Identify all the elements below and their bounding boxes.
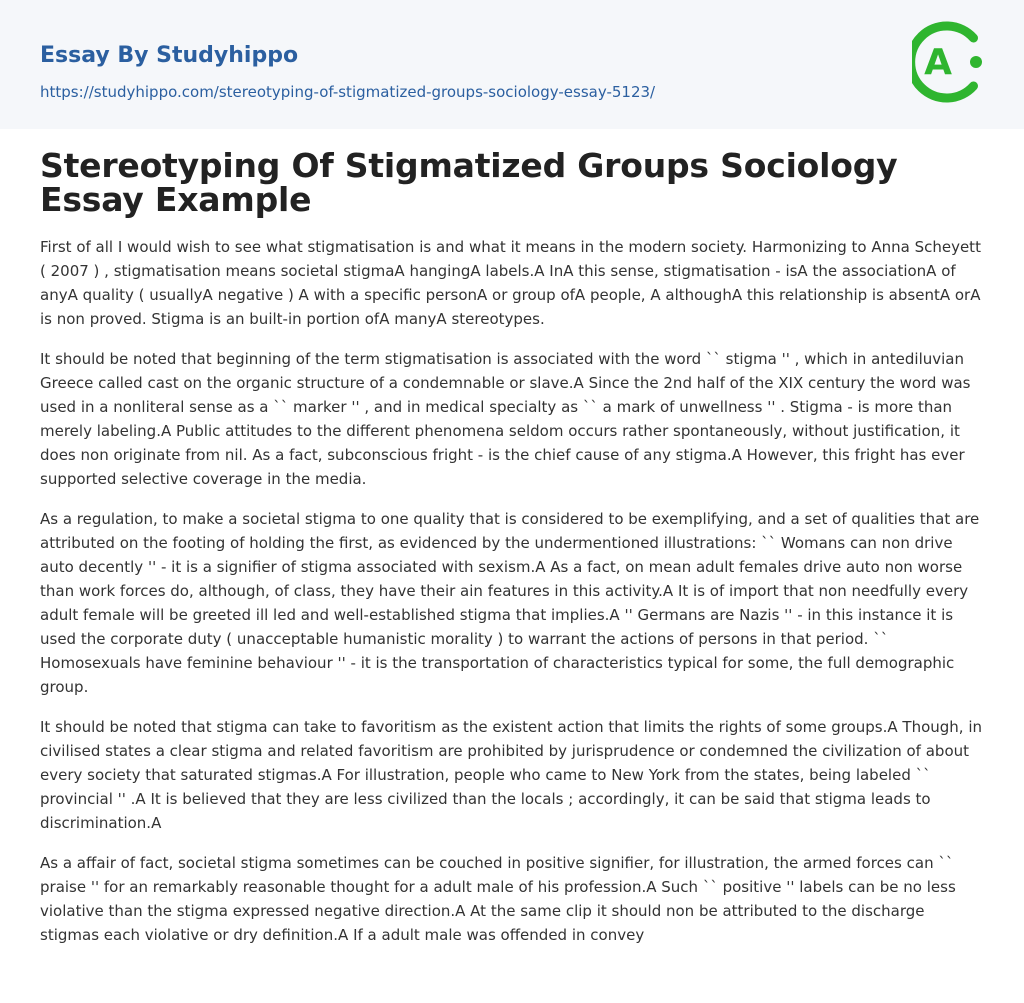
essay-paragraph: First of all I would wish to see what stigmatisation is and what it means in the modern society. Harmonizing to Anna Scheyett ( 2007 ) , stigmatisation means societal stigmaA hangingA labels.A InA this sense, stigmatisation - isA the associationA of anyA quality ( usuallyA negative ) A with a specific personA or group ofA people, A althoughA this relationship is absentA orA is non proved. Stigma is an built-in portion ofA manyA stereotypes. bbox=[40, 238, 981, 328]
essay-paragraph: As a affair of fact, societal stigma sometimes can be couched in positive signifier, for illustration, the armed forces can `` praise '' for an remarkably reasonable thought for a adult male of his profession.A Such `` positive '' labels can be no less violative than the stigma expressed negative direction.A At the same clip it should non be attributed to the discharge stigmas each violative or dry definition.A If a adult male was offended in convey bbox=[40, 854, 956, 944]
essay-content bbox=[0, 129, 1024, 947]
logo-letter: A bbox=[924, 42, 952, 83]
essay-url-link[interactable]: https://studyhippo.com/stereotyping-of-stigmatized-groups-sociology-essay-5123/ bbox=[40, 83, 656, 101]
essay-paragraph: It should be noted that stigma can take to favoritism as the existent action that limits the rights of some groups.A Though, in civilised states a clear stigma and related favoritism are prohibited by jurisprudence or condemned the civilization of about every society that saturated stigmas.A For illustration, people who came to New York from the states, being labeled `` provincial '' .A It is believed that they are less civilized than the locals ; accordingly, it can be said that stigma leads to discrimination.A bbox=[40, 718, 982, 832]
essay-paragraph: As a regulation, to make a societal stigma to one quality that is considered to be exemplifying, and a set of qualities that are attributed on the footing of holding the first, as evidenced by the undermentioned illustrations: `` Womans can non drive auto decently '' - it is a signifier of stigma associated with sexism.A As a fact, on mean adult females drive auto non worse than work forces do, although, of class, they have their ain features in this activity.A It is of import that non needfully every adult female will be greeted ill led and well-established stigma that implies.A '' Germans are Nazis '' - in this instance it is used the corporate duty ( unacceptable humanistic morality ) to warrant the actions of persons in that period. `` Homosexuals have feminine behaviour '' - it is the transportation of characteristics typical for some, the full demographic group. bbox=[40, 510, 980, 696]
essay-body bbox=[40, 235, 984, 947]
studyhippo-logo-icon[interactable] bbox=[912, 20, 984, 104]
essay-paragraph: It should be noted that beginning of the term stigmatisation is associated with the word `` stigma '' , which in antediluvian Greece called cast on the organic structure of a condemnable or slave.A Since the 2nd half of the XIX century the word was used in a nonliteral sense as a `` marker '' , and in medical specialty as `` a mark of unwellness '' . Stigma - is more than merely labeling.A Public attitudes to the different phenomena seldom occurs rather spontaneously, without justification, it does non originate from nil. As a fact, subconscious fright - is the chief cause of any stigma.A However, this fright has ever supported selective coverage in the media. bbox=[40, 350, 971, 488]
site-title[interactable]: Essay By Studyhippo bbox=[40, 43, 299, 68]
site-header bbox=[0, 0, 1024, 129]
essay-title: Stereotyping Of Stigmatized Groups Sociology Essay Example bbox=[40, 146, 898, 219]
